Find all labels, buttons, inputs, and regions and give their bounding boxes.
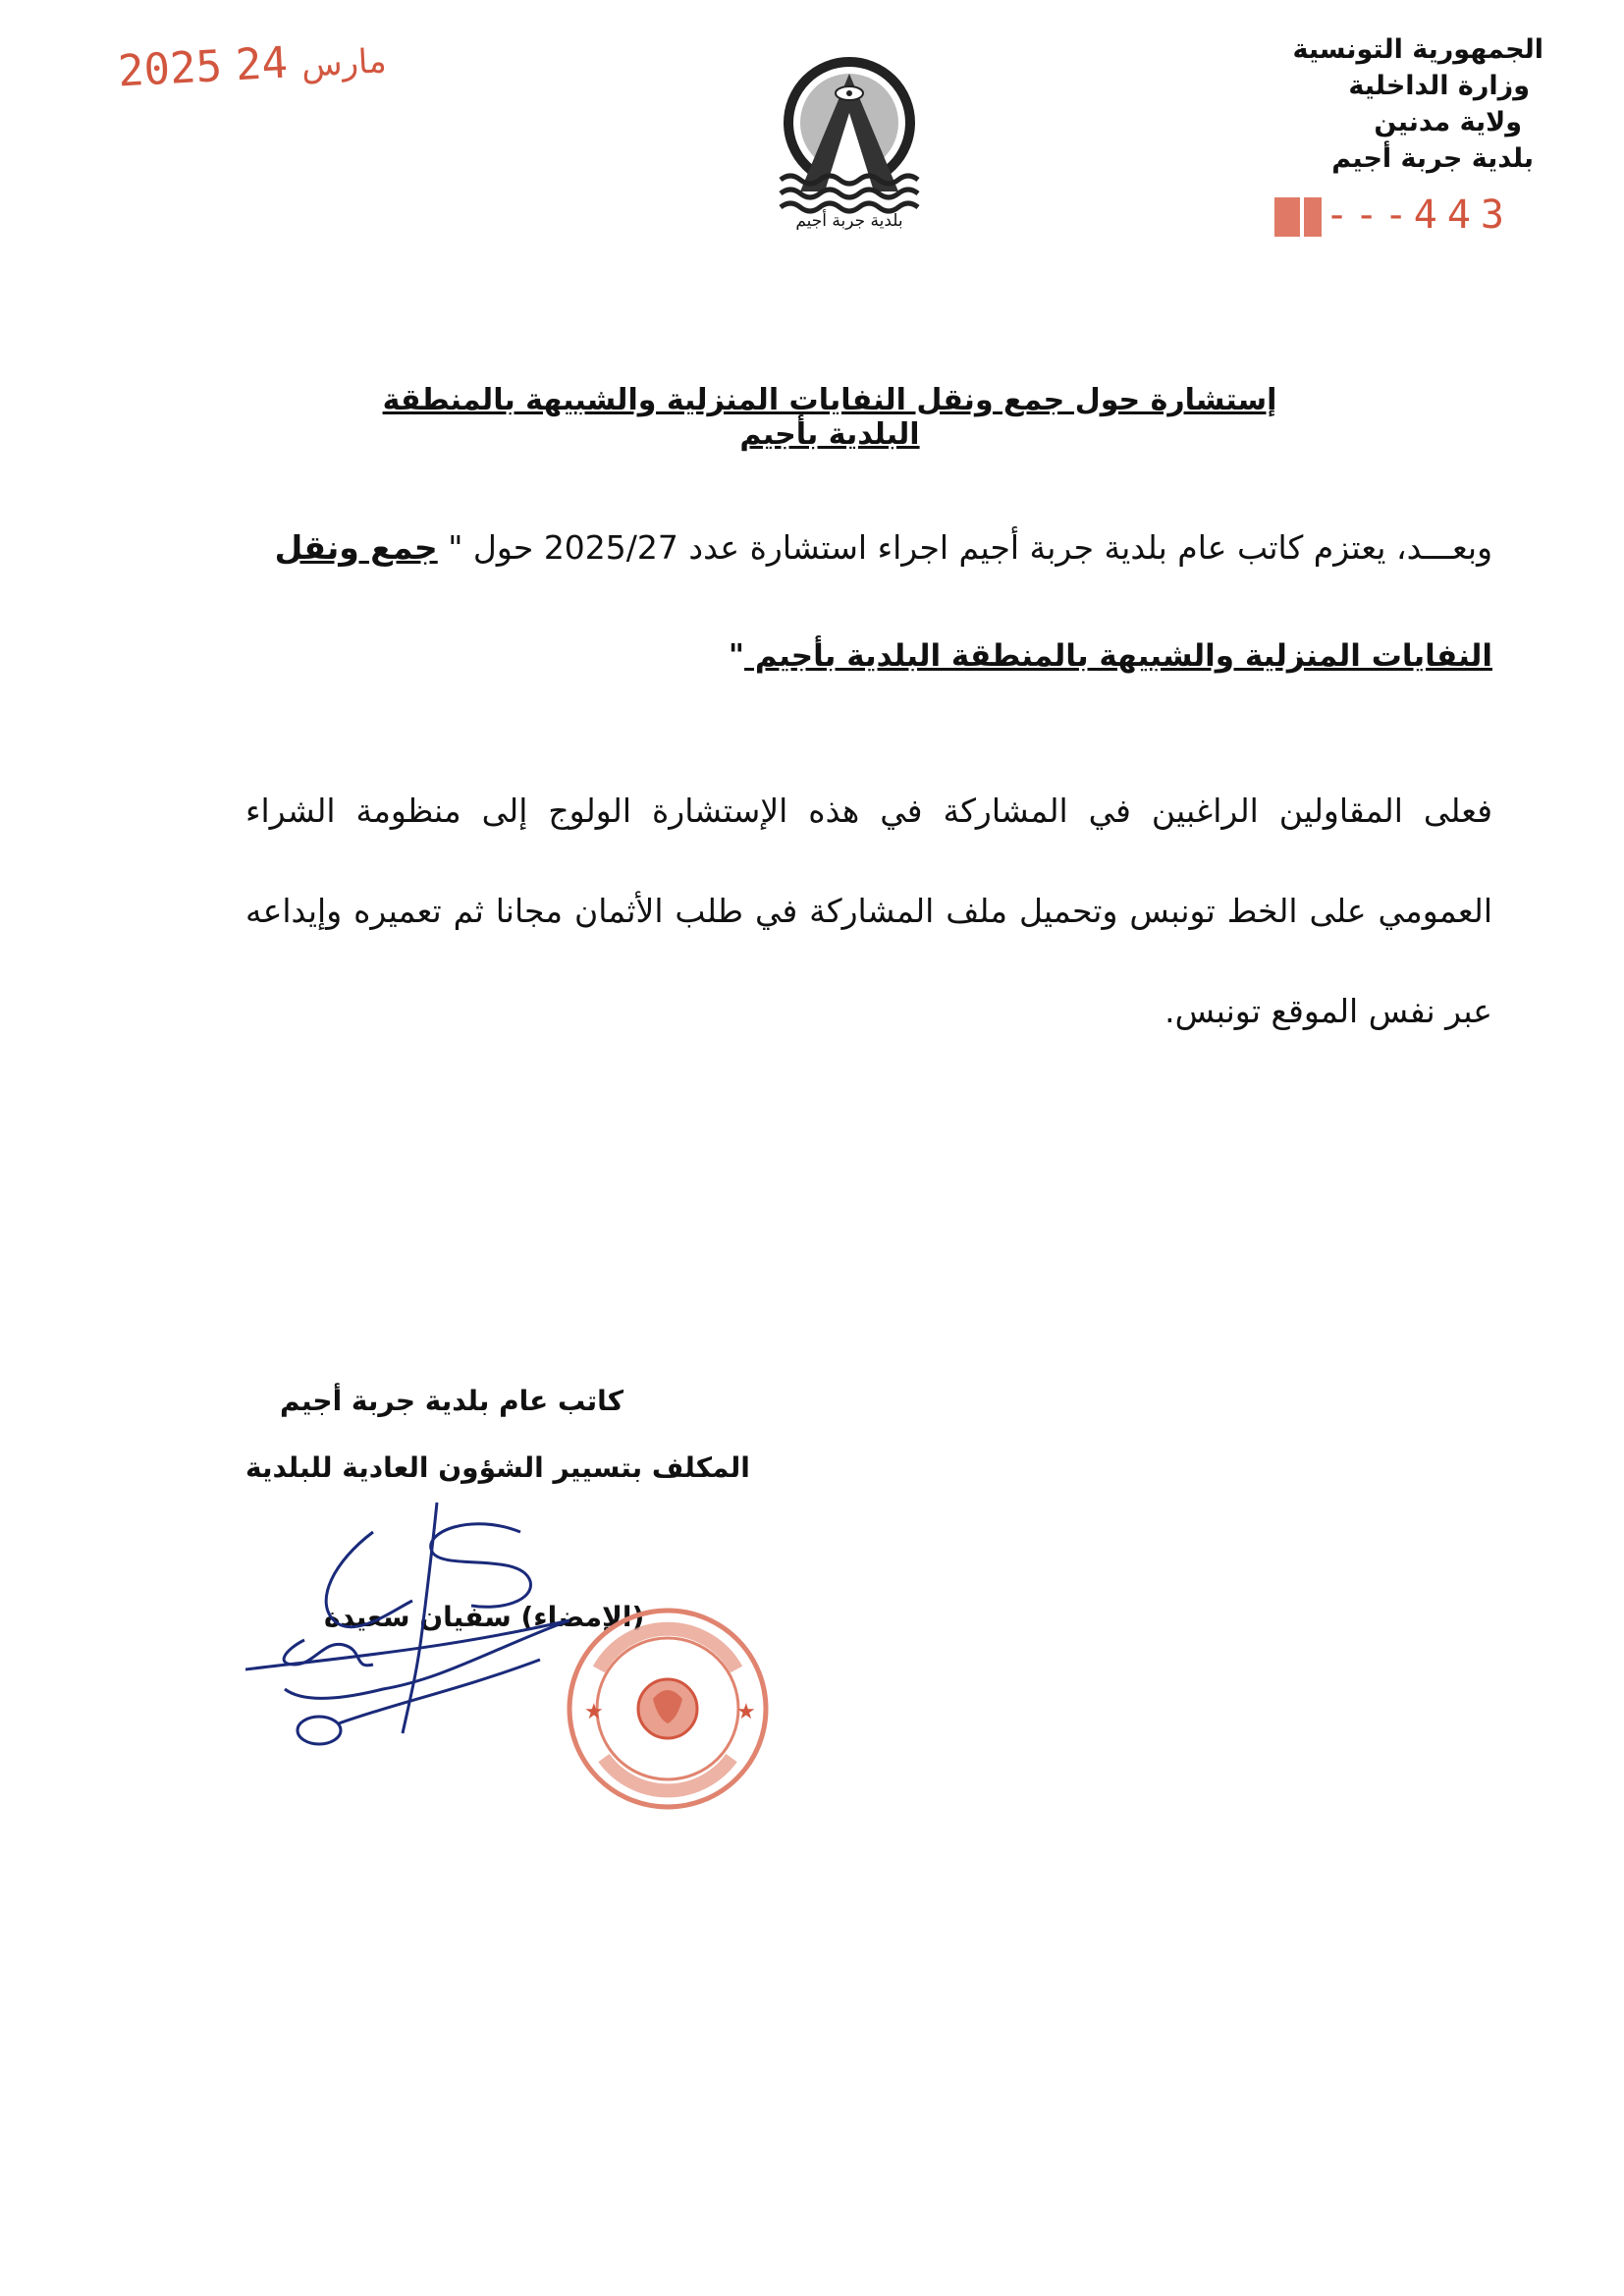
reference-stamp: ---443	[1274, 192, 1515, 238]
header-municipality: بلدية جربة أجيم	[1331, 143, 1534, 174]
signatory-role: المكلف بتسيير الشؤون العادية للبلدية	[245, 1451, 750, 1484]
intro-end-quote: "	[728, 638, 745, 674]
redacted-box	[1274, 197, 1300, 237]
official-seal	[560, 1601, 776, 1817]
logo-caption: بلدية جربة أجيم	[795, 211, 903, 231]
date-year: 2025	[116, 41, 224, 97]
redacted-box	[1304, 197, 1322, 237]
intro-text: وبعـــد، يعتزم كاتب عام بلدية جربة أجيم اجراء استشارة عدد 2025/27 حول "	[437, 528, 1492, 567]
intro-bold-cont: النفايات المنزلية والشبيهة بالمنطقة البلدية بأجيم	[744, 638, 1492, 674]
intro-bold-start: جمع ونقل	[274, 528, 438, 567]
paragraph-intro-cont	[729, 638, 1492, 674]
header-governorate: ولاية مدنين	[1374, 107, 1522, 137]
document-title: إستشارة حول جمع ونقل النفايات المنزلية والشبيهة بالمنطقة البلدية بأجيم	[382, 383, 1277, 452]
reference-number: 443	[1413, 192, 1514, 238]
header-country: الجمهورية التونسية	[1292, 34, 1543, 65]
signatory-title: كاتب عام بلدية جربة أجيم	[280, 1385, 623, 1417]
signatory-name: (الإمضاء) سفيان سعيدة	[324, 1601, 645, 1633]
header-ministry: وزارة الداخلية	[1348, 71, 1530, 101]
date-stamp	[117, 32, 402, 97]
letterhead	[1210, 31, 1543, 177]
svg-text:★: ★	[584, 1700, 604, 1724]
date-day: 24	[234, 37, 290, 91]
date-month: مارس	[300, 41, 388, 85]
svg-text:★: ★	[736, 1700, 756, 1724]
paragraph-instructions: فعلى المقاولين الراغبين في المشاركة في هذه الإستشارة الولوج إلى منظومة الشراء العمومي على الخط تونبس وتحميل ملف المشاركة في طلب الأثمان مجانا ثم تعميره وإيداعه عبر نفس الموقع تونبس.	[245, 792, 1492, 1030]
paragraph-intro	[245, 528, 1492, 567]
